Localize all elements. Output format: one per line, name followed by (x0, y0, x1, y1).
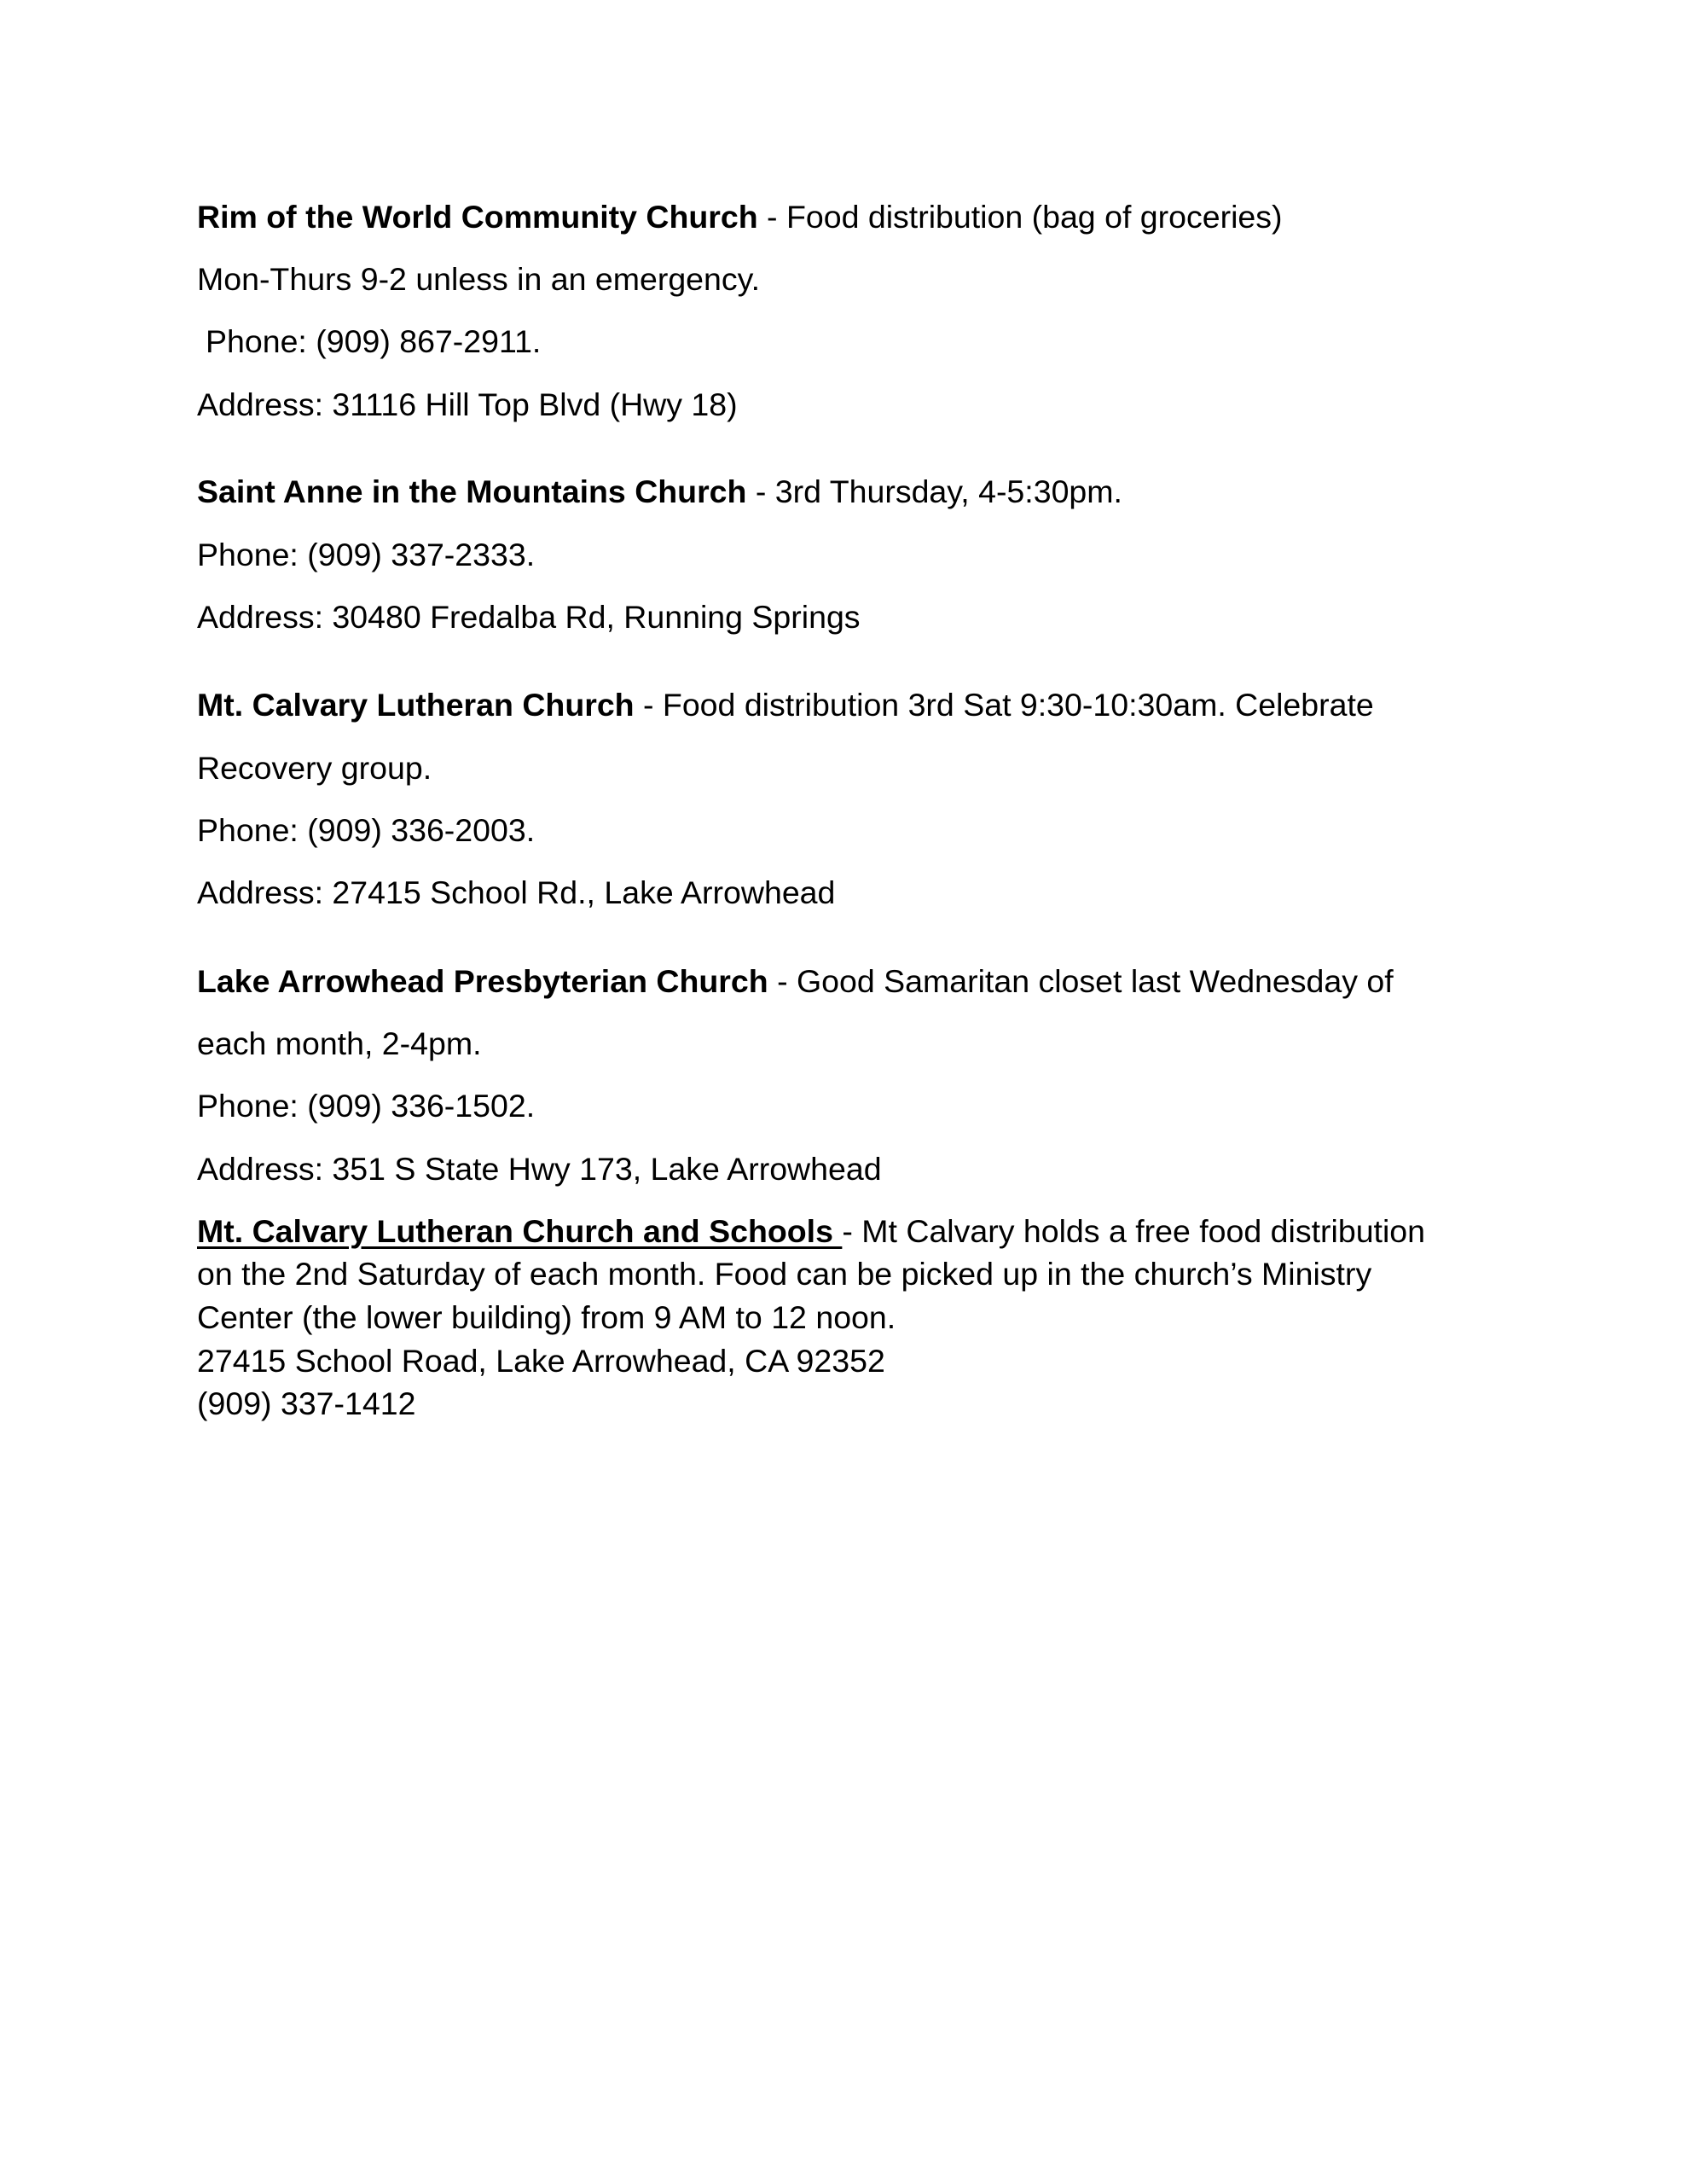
entry-1-phone: Phone: (909) 867-2911. (206, 323, 542, 359)
entry-2-heading-line (197, 473, 1122, 510)
entry-5-name: Mt. Calvary Lutheran Church and Schools (197, 1213, 843, 1249)
entry-4-heading-line (197, 962, 1394, 1000)
entry-2-description: - 3rd Thursday, 4-5:30pm. (755, 473, 1122, 509)
entry-3-name: Mt. Calvary Lutheran Church (197, 687, 635, 723)
entry-1-hours: Mon-Thurs 9-2 unless in an emergency. (197, 261, 761, 297)
entry-4-description: - Good Samaritan closet last Wednesday of (777, 963, 1394, 999)
entry-4-address: Address: 351 S State Hwy 173, Lake Arrowhead (197, 1151, 882, 1187)
entry-4-phone: Phone: (909) 336-1502. (197, 1088, 536, 1124)
entry-4-name: Lake Arrowhead Presbyterian Church (197, 963, 768, 999)
entry-2-phone: Phone: (909) 337-2333. (197, 537, 536, 572)
entry-5-heading-line (197, 1212, 1425, 1250)
entry-3-address: Address: 27415 School Rd., Lake Arrowhead (197, 874, 836, 910)
entry-5-description-cont-1: on the 2nd Saturday of each month. Food can be picked up in the church’s Ministry (197, 1256, 1372, 1292)
entry-3-description: - Food distribution 3rd Sat 9:30-10:30am. Celebrate (643, 687, 1374, 723)
entry-2-address: Address: 30480 Fredalba Rd, Running Springs (197, 599, 861, 635)
entry-3-phone: Phone: (909) 336-2003. (197, 812, 536, 848)
entry-1-address: Address: 31116 Hill Top Blvd (Hwy 18) (197, 386, 738, 422)
entry-3-heading-line (197, 686, 1374, 723)
entry-5-phone: (909) 337-1412 (197, 1385, 416, 1421)
entry-5-description-cont-2: Center (the lower building) from 9 AM to 12 noon. (197, 1299, 896, 1335)
entry-1-description: - Food distribution (bag of groceries) (767, 199, 1283, 235)
entry-3-description-cont: Recovery group. (197, 750, 432, 786)
entry-1-heading-line (197, 198, 1283, 235)
entry-4-description-cont: each month, 2-4pm. (197, 1025, 482, 1061)
entry-5-description: - Mt Calvary holds a free food distribution (842, 1213, 1426, 1249)
entry-5-address: 27415 School Road, Lake Arrowhead, CA 92352 (197, 1343, 885, 1379)
entry-2-name: Saint Anne in the Mountains Church (197, 473, 747, 509)
entry-1-name: Rim of the World Community Church (197, 199, 758, 235)
